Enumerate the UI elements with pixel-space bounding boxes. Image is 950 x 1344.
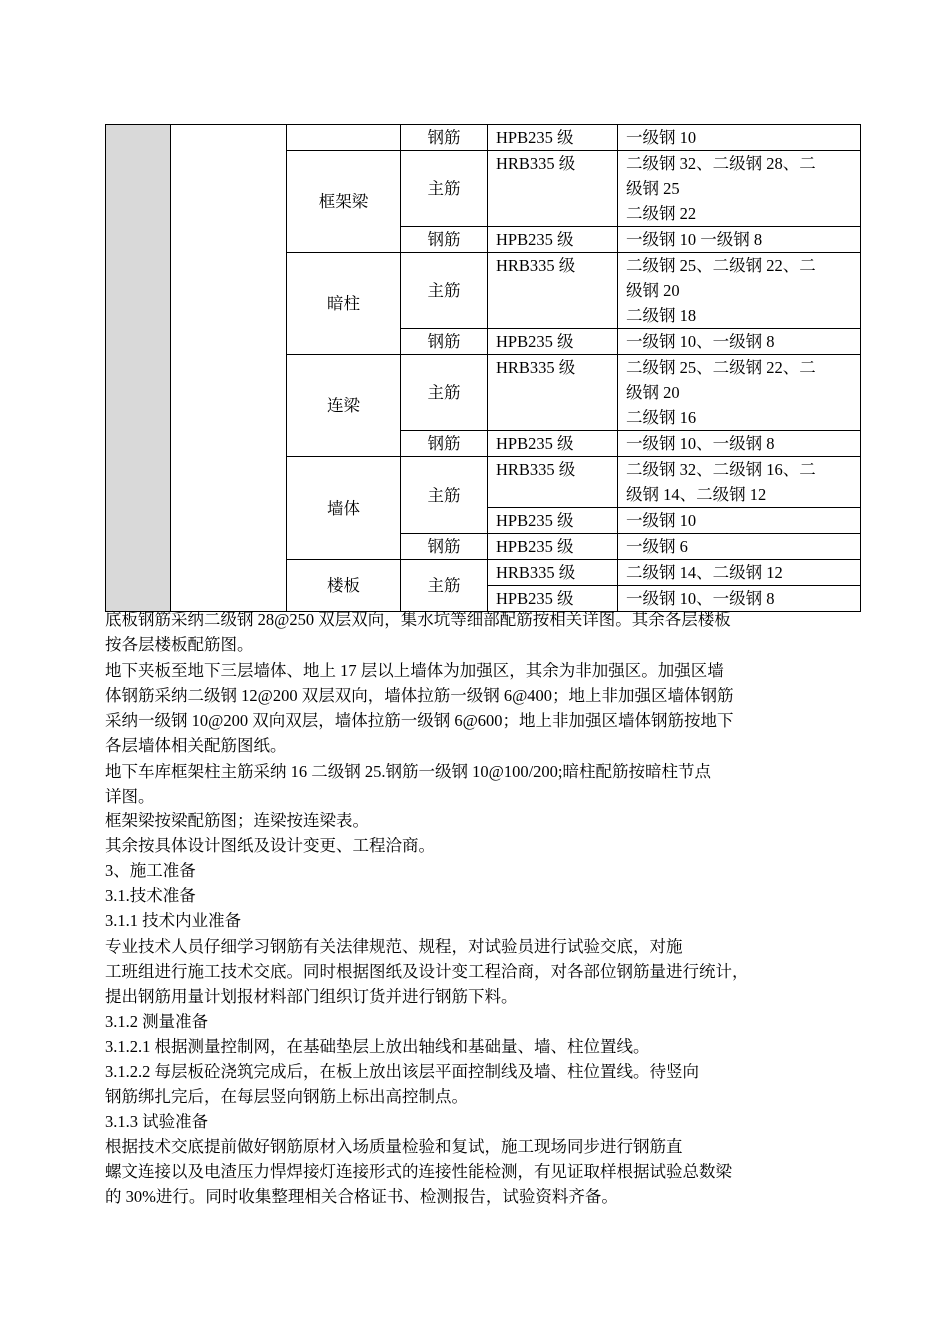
table-cell-grade: HPB235 级 [488, 227, 618, 253]
section-heading: 3.1.1 技术内业准备 [105, 911, 242, 930]
body-paragraph: 3.1.2.2 每层板砼浇筑完成后，在板上放出该层平面控制线及墙、柱位置线。待竖向 钢筋绑扎完后，在每层竖向钢筋上标出高控制点。 [105, 1062, 699, 1106]
table-cell-spec: 一级钢 10 [618, 508, 861, 534]
table-cell-grade: HPB235 级 [488, 431, 618, 457]
section-heading: 3、施工准备 [105, 861, 196, 880]
body-paragraph: 框架梁按梁配筋图；连梁按连梁表。 [105, 811, 369, 830]
table-cell-type: 主筋 [401, 151, 488, 227]
body-paragraph: 地下夹板至地下三层墙体、地上 17 层以上墙体为加强区，其余为非加强区。加强区墙 体钢筋采纳二级钢 12@200 双层双向，墙体拉筋一级钢 6@400；地上非加强区墙体钢筋 采纳一级钢 10@200 双向双层，墙体拉筋一级钢 6@600；地上非加强区墙体钢筋按地下 各层墙体相关配筋图纸。 [105, 661, 734, 755]
table-cell-spec: 一级钢 10、一级钢 8 [618, 329, 861, 355]
body-paragraph: 地下车库框架柱主筋采纳 16 二级钢 25.钢筋一级钢 10@100/200;暗柱配筋按暗柱节点 详图。 [105, 762, 711, 806]
table-cell-grade: HRB335 级 [488, 151, 618, 227]
body-paragraph: 其余按具体设计图纸及设计变更、工程洽商。 [105, 836, 435, 855]
table-cell-spec: 一级钢 10、一级钢 8 [618, 586, 861, 612]
table-cell-member: 框架梁 [287, 151, 401, 253]
table-cell-member: 墙体 [287, 457, 401, 560]
table-cell-type: 主筋 [401, 560, 488, 612]
table-cell-spec: 二级钢 32、二级钢 16、二 级钢 14、二级钢 12 [618, 457, 861, 508]
table-cell-grade: HPB235 级 [488, 508, 618, 534]
table-cell-spec: 二级钢 25、二级钢 22、二 级钢 20 二级钢 18 [618, 253, 861, 329]
table-gray-cell [106, 125, 171, 612]
body-paragraph: 根据技术交底提前做好钢筋原材入场质量检验和复试，施工现场同步进行钢筋直 螺文连接以及电渣压力悍焊接灯连接形式的连接性能检测，有见证取样根据试验总数梁 的 30%进行。同时收集整理相关合格证书、检测报告，试验资料齐备。 [105, 1137, 732, 1206]
table-cell-grade: HPB235 级 [488, 534, 618, 560]
table-cell-type: 钢筋 [401, 431, 488, 457]
table-cell-grade: HRB335 级 [488, 560, 618, 586]
table-cell-spec: 二级钢 25、二级钢 22、二 级钢 20 二级钢 16 [618, 355, 861, 431]
body-paragraph: 专业技术人员仔细学习钢筋有关法律规范、规程，对试验员进行试验交底，对施 工班组进行施工技术交底。同时根据图纸及设计变工程洽商，对各部位钢筋量进行统计， 提出钢筋用量计划报材料部门组织订货并进行钢筋下料。 [105, 937, 749, 1006]
table-cell-grade: HPB235 级 [488, 586, 618, 612]
table-cell-type: 钢筋 [401, 125, 488, 151]
table-cell-member: 连梁 [287, 355, 401, 457]
table-cell-grade: HRB335 级 [488, 253, 618, 329]
table-cell-member: 暗柱 [287, 253, 401, 355]
table-cell-type: 钢筋 [401, 534, 488, 560]
body-paragraph: 3.1.2.1 根据测量控制网，在基础垫层上放出轴线和基础量、墙、柱位置线。 [105, 1037, 650, 1056]
section-heading: 3.1.技术准备 [105, 886, 196, 905]
section-heading: 3.1.2 测量准备 [105, 1012, 209, 1031]
table-cell-type: 钢筋 [401, 227, 488, 253]
section-heading: 3.1.3 试验准备 [105, 1112, 209, 1131]
table-cell-type: 主筋 [401, 457, 488, 534]
table-cell-spec: 二级钢 14、二级钢 12 [618, 560, 861, 586]
body-paragraph: 底板钢筋采纳二级钢 28@250 双层双向，集水坑等细部配筋按相关详图。其余各层楼板 按各层楼板配筋图。 [105, 610, 731, 654]
table-cell-type: 主筋 [401, 355, 488, 431]
table-cell-spec: 二级钢 32、二级钢 28、二 级钢 25 二级钢 22 [618, 151, 861, 227]
table-cell-spec: 一级钢 10 [618, 125, 861, 151]
table-cell-member: 楼板 [287, 560, 401, 612]
table-blank-cell [287, 125, 401, 151]
table-blank-cell [171, 125, 287, 612]
rebar-table [105, 124, 861, 612]
table-cell-spec: 一级钢 10、一级钢 8 [618, 431, 861, 457]
table-cell-spec: 一级钢 6 [618, 534, 861, 560]
table-cell-grade: HRB335 级 [488, 457, 618, 508]
table-cell-grade: HPB235 级 [488, 125, 618, 151]
table-cell-type: 主筋 [401, 253, 488, 329]
table-cell-grade: HRB335 级 [488, 355, 618, 431]
table-cell-grade: HPB235 级 [488, 329, 618, 355]
table-cell-spec: 一级钢 10 一级钢 8 [618, 227, 861, 253]
table-cell-type: 钢筋 [401, 329, 488, 355]
